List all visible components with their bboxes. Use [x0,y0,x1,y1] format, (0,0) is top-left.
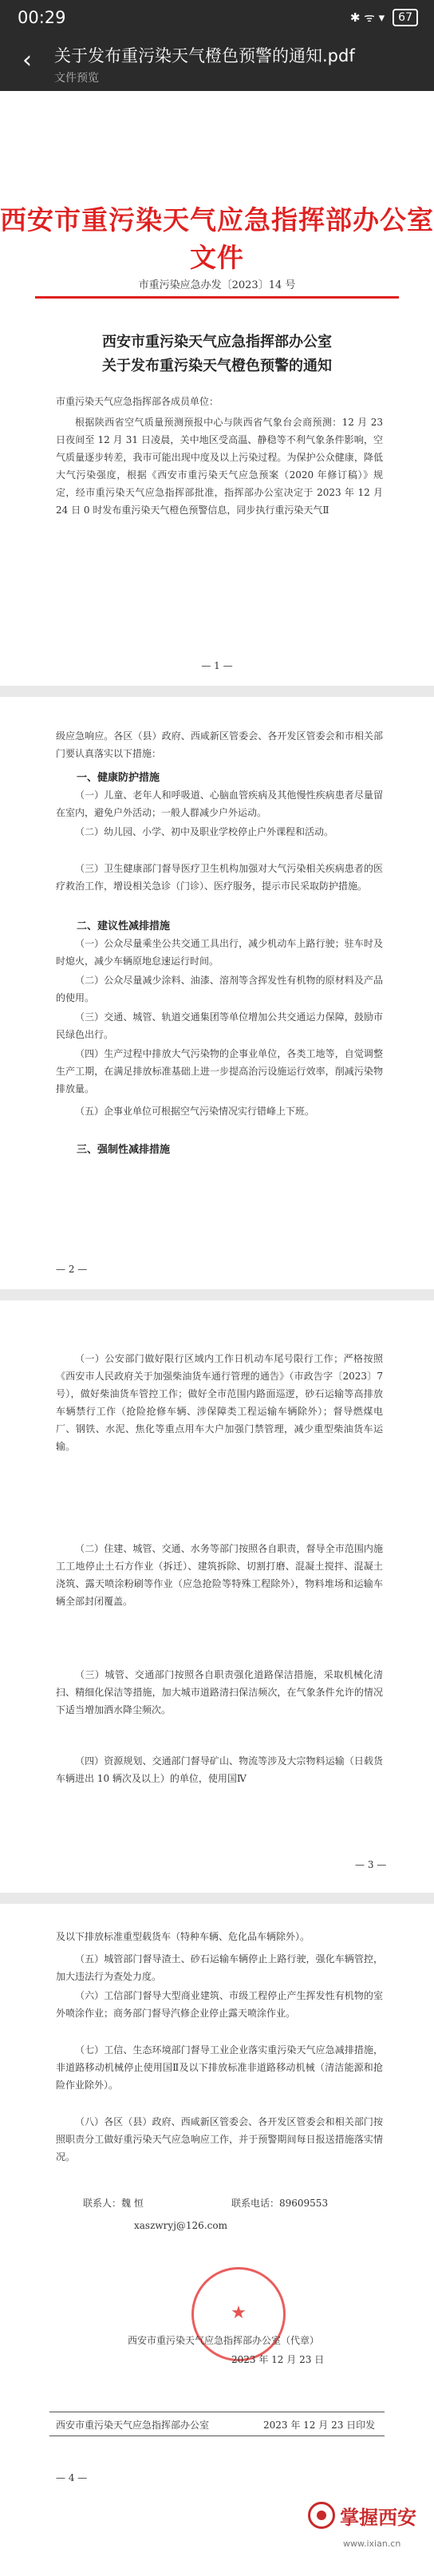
document-number: 市重污染应急办发〔2023〕14 号 [138,279,296,291]
pdf-page-1 [0,91,434,686]
seal-star-icon: ★ [231,2303,247,2323]
list-item: （一）公众尽量乘坐公共交通工具出行，减少机动车上路行驶；驻车时及时熄火，减少车辆原地怠速运行时间。 [56,938,383,967]
app-bar [0,35,434,91]
contact-phone: 联系电话：89609553 [231,2198,329,2209]
footer-print-date: 2023 年 12 月 23 日印发 [263,2420,376,2431]
page-number: — 4 — [56,2472,88,2483]
notice-title-line1: 西安市重污染天气应急指挥部办公室 [102,334,332,350]
back-arrow-icon[interactable]: ‹ [22,46,32,74]
watermark-text: 掌握西安 [340,2505,416,2529]
list-item: （八）各区（县）政府、西咸新区管委会、各开发区管委会和相关部门按照职责分工做好重污染天气应急响应工作，并于预警期间每日报送措施落实情况。 [56,2116,383,2162]
pdf-page-2 [0,697,434,1289]
status-bar [0,0,434,35]
list-item: 及以下排放标准重型载货车（特种车辆、危化品车辆除外）。 [56,1931,310,1942]
official-seal [191,2267,286,2361]
section-heading: 一、健康防护措施 [77,772,160,784]
list-item: （四）生产过程中排放大气污染物的企事业单位，各类工地等，自觉调整生产工期，在满足排放标准基础上进一步提高治污设施运行效率，削减污染物排放量。 [56,1048,383,1094]
pdf-viewer[interactable] [0,91,434,2576]
pdf-page-4 [0,1904,434,2576]
page-number: — 3 — [355,1859,387,1870]
list-item: （四）资源规划、交通部门督导矿山、物流等涉及大宗物料运输（日载货车辆进出 10 辆次及以上）的单位，使用国Ⅳ [56,1755,383,1784]
watermark-url: www.ixian.cn [343,2538,401,2549]
notice-body: 根据陕西省空气质量预测预报中心与陕西省气象台会商预测：12 月 23 日夜间至 12 月 31 日凌晨，关中地区受高温、静稳等不利气象条件影响，空气质量逐步转差，我市可能出现中度及以上污染过程。为保护公众健康，降低大气污染强度，根据《西安市重污染天气应急预案（2020 年修订稿）》规定，经市重污染天气应急指挥部批准，指挥部办公室决定于 2023 年 12 月 24 日 0 时发布重污染天气橙色预警信息，同步执行重污染天气Ⅱ [56,417,383,516]
file-subtitle: 文件预览 [54,72,99,85]
response-intro: 级应急响应。各区（县）政府、西咸新区管委会、各开发区管委会和市相关部门要认真落实以下措施： [56,730,383,759]
footer-issuer: 西安市重污染天气应急指挥部办公室 [56,2420,210,2431]
status-time: 00:29 [18,8,66,27]
list-item: （三）城管、交通部门按照各自职责强化道路保洁措施，采取机械化清扫、精细化保洁等措施，加大城市道路清扫保洁频次，在气象条件允许的情况下适当增加洒水降尘频次。 [56,1669,383,1715]
list-item: （二）住建、城管、交通、水务等部门按照各自职责，督导全市范围内施工工地停止土石方作业（拆迁）、建筑拆除、切割打磨、混凝土搅拌、混凝土浇筑、露天喷涂粉刷等作业（应急抢险等特殊工程除外），物料堆场和运输车辆全部封闭覆盖。 [56,1543,383,1607]
list-item: （五）企事业单位可根据空气污染情况实行错峰上下班。 [75,1106,315,1117]
page-number: — 1 — [201,660,233,671]
red-divider [35,296,399,299]
status-icons [350,9,418,26]
list-item: （一）儿童、老年人和呼吸道、心脑血管疾病及其他慢性疾病患者尽量留在室内，避免户外活动；一般人群减少户外运动。 [56,789,383,818]
section-heading: 二、建议性减排措施 [77,920,171,932]
section-heading: 三、强制性减排措施 [77,1144,171,1156]
contact-email: xaszwryj@126.com [134,2220,227,2231]
contact-person: 联系人：魏 恒 [83,2198,144,2209]
watermark-logo [308,2495,428,2536]
notice-title-line2: 关于发布重污染天气橙色预警的通知 [102,358,332,374]
battery-icon: 67 [393,9,418,26]
list-item: （七）工信、生态环境部门督导工业企业落实重污染天气应急减排措施，非道路移动机械停止使用国Ⅱ及以下排放标准非道路移动机械（清洁能源和抢险作业除外）。 [56,2044,383,2091]
pdf-page-3 [0,1300,434,1893]
page-number: — 2 — [56,1264,88,1275]
list-item: （二）公众尽量减少涂料、油漆、溶剂等含挥发性有机物的原材料及产品的使用。 [56,975,383,1003]
signal-icon: ✱ ᯤ ▾ [349,10,385,25]
list-item: （二）幼儿园、小学、初中及职业学校停止户外课程和活动。 [75,826,334,837]
file-title: 关于发布重污染天气橙色预警的通知.pdf [54,46,355,65]
watermark-emblem-icon [308,2502,335,2529]
signing-organization: 西安市重污染天气应急指挥部办公室（代章） [128,2335,320,2346]
salutation: 市重污染天气应急指挥部各成员单位： [56,396,219,407]
list-item: （三）卫生健康部门督导医疗卫生机构加强对大气污染相关疾病患者的医疗救治工作，增设相关急诊（门诊）、医疗服务，提示市民采取防护措施。 [56,863,383,892]
list-item: （一）公安部门做好限行区域内工作日机动车尾号限行工作；严格按照《西安市人民政府关于加强柴油货车通行管理的通告》（市政告字〔2023〕7 号），做好柴油货车管控工作；做好全市范围内路面巡逻，砂石运输等高排放车辆禁行工作（抢险抢修车辆、涉保障类工程运输车辆除外）；督导燃煤电厂、钢铁、水泥、焦化等重点用车大户加强门禁管理，减少重型柴油货车运输。 [56,1353,383,1452]
list-item: （三）交通、城管、轨道交通集团等单位增加公共交通运力保障，鼓励市民绿色出行。 [56,1011,383,1040]
signing-date: 2023 年 12 月 23 日 [231,2354,325,2365]
red-header-title: 西安市重污染天气应急指挥部办公室文件 [0,204,434,273]
list-item: （五）城管部门督导渣土、砂石运输车辆停止上路行驶，强化车辆管控，加大违法行为查处力度。 [56,1953,383,1982]
list-item: （六）工信部门督导大型商业建筑、市级工程停止产生挥发性有机物的室外喷涂作业；商务部门督导汽修企业停止露天喷涂作业。 [56,1990,383,2019]
